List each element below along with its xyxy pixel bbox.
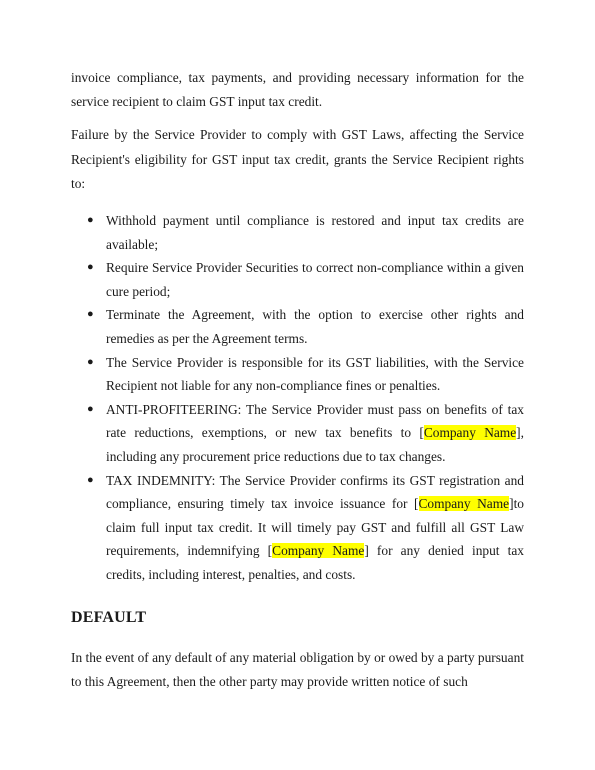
list-item-tax-indemnity [71,469,524,587]
list-item-text: Withhold payment until compliance is restored and input tax credits are available; [106,213,524,252]
bullet-icon: ● [87,214,94,227]
list-item-gst-liabilities [71,351,524,398]
section-heading-default: DEFAULT [71,608,147,626]
list-item-text: Require Service Provider Securities to correct non-compliance within a given cure period; [106,260,524,299]
list-item-require-correction [71,256,524,303]
paragraph-failure-rights: Failure by the Service Provider to comply with GST Laws, affecting the Service Recipient's eligibility for GST input tax credit, grants the Service Recipient rights to: [71,127,524,191]
company-name-placeholder: Company Name [272,543,365,559]
list-item-text: The Service Provider is responsible for its GST liabilities, with the Service Recipient not liable for any non-compliance fines or penalties. [106,354,524,394]
bullet-icon: ● [87,308,94,321]
list-item-terminate-agreement [71,303,524,350]
paragraph-default: In the event of any default of any material obligation by or owed by a party pursuant to this Agreement, then the other party may provide written notice of such [71,649,524,689]
list-item-text-post: ], including any procurement price reductions due to tax changes. [106,425,524,464]
list-item-text: Terminate the Agreement, with the option to exercise other rights and remedies as per the Agreement terms. [106,307,524,346]
list-item-text-pre: TAX INDEMNITY: The Service Provider confirms its GST registration and compliance, ensuring timely tax invoice issuance for [ [106,472,524,512]
bullet-icon: ● [87,261,94,274]
list-item-text-mid: ]to claim full input tax credit. It will timely pay GST and fulfill all GST Law requirements, indemnifying [ [106,496,524,559]
list-item-text-pre: ANTI-PROFITEERING: The Service Provider must pass on benefits of tax rate reductions, exemptions, or new tax benefits to [ [106,401,524,441]
bullet-icon: ● [87,402,94,415]
rights-bullet-list [71,209,524,587]
list-item-anti-profiteering [71,398,524,469]
list-item-text-post: ] for any denied input tax credits, including interest, penalties, and costs. [106,543,524,582]
paragraph-gst-compliance-continued: invoice compliance, tax payments, and providing necessary information for the service recipient to claim GST input tax credit. [71,70,524,110]
bullet-icon: ● [87,473,94,486]
bullet-icon: ● [87,355,94,368]
list-item-withhold-payment [71,209,524,256]
company-name-placeholder: Company Name [418,496,510,512]
company-name-placeholder: Company Name [423,425,517,441]
